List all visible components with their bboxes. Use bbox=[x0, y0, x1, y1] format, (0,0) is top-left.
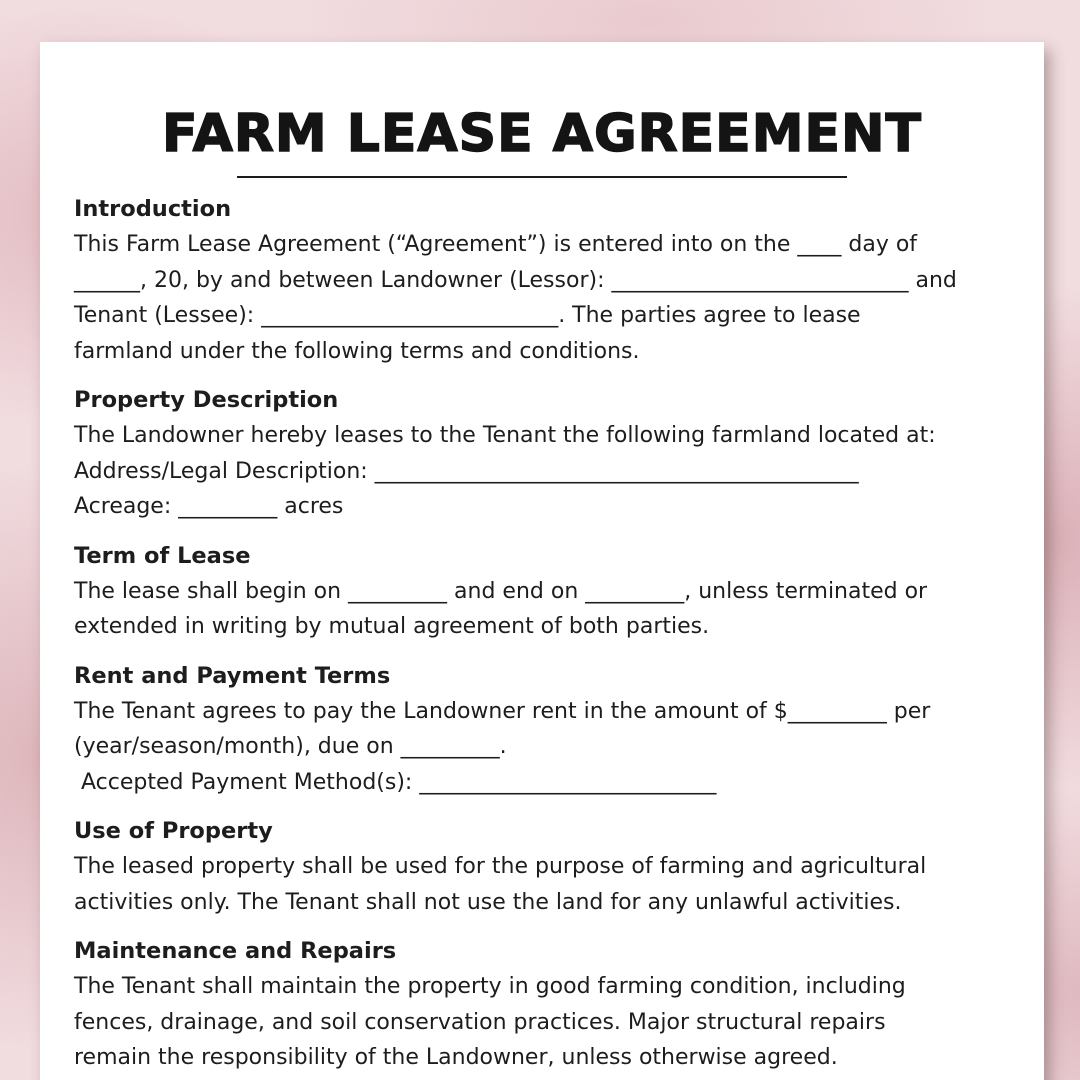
text-line: farmland under the following terms and conditions. bbox=[74, 338, 640, 364]
section-paragraph bbox=[74, 574, 1034, 645]
section-paragraph bbox=[74, 849, 1034, 920]
text-line: extended in writing by mutual agreement of both parties. bbox=[74, 614, 710, 639]
section-use-of-property bbox=[74, 814, 1034, 920]
section-heading: Maintenance and Repairs bbox=[74, 938, 397, 964]
section-maintenance-and-repairs bbox=[74, 934, 1034, 1076]
document-title: FARM LEASE AGREEMENT bbox=[162, 104, 922, 164]
text-line: The Landowner hereby leases to the Tenant the following farmland located at: bbox=[74, 423, 936, 448]
text-line: The Tenant agrees to pay the Landowner rent in the amount of $_________ per bbox=[74, 698, 931, 724]
section-paragraph bbox=[74, 694, 1034, 801]
text-line: fences, drainage, and soil conservation practices. Major structural repairs bbox=[74, 1009, 886, 1035]
section-paragraph bbox=[74, 969, 1034, 1076]
title-underline bbox=[237, 176, 847, 178]
section-property-description bbox=[74, 383, 1034, 525]
section-introduction bbox=[74, 192, 1034, 369]
text-line: ______, 20, by and between Landowner (Lessor): ___________________________ and bbox=[74, 267, 957, 293]
section-heading: Rent and Payment Terms bbox=[74, 662, 391, 689]
section-heading: Property Description bbox=[74, 387, 339, 413]
section-heading: Introduction bbox=[74, 196, 232, 222]
text-line: Accepted Payment Method(s): ___________________________ bbox=[74, 769, 717, 795]
text-line: activities only. The Tenant shall not use the land for any unlawful activities. bbox=[74, 889, 902, 915]
text-line: Tenant (Lessee): ___________________________. The parties agree to lease bbox=[74, 303, 861, 328]
text-line: remain the responsibility of the Landowner, unless otherwise agreed. bbox=[74, 1045, 838, 1070]
text-line: The lease shall begin on _________ and end on _________, unless terminated or bbox=[74, 578, 928, 604]
section-term-of-lease bbox=[74, 539, 1034, 645]
document-body bbox=[74, 192, 1034, 1080]
section-heading: Use of Property bbox=[74, 818, 273, 844]
section-rent-and-payment bbox=[74, 659, 1034, 801]
text-line: The leased property shall be used for the purpose of farming and agricultural bbox=[74, 854, 927, 879]
section-paragraph bbox=[74, 418, 1034, 525]
text-line: Acreage: _________ acres bbox=[74, 494, 344, 519]
text-line: The Tenant shall maintain the property in good farming condition, including bbox=[74, 974, 906, 999]
text-line: This Farm Lease Agreement (“Agreement”) is entered into on the ____ day of bbox=[74, 232, 918, 257]
section-paragraph bbox=[74, 227, 1034, 369]
section-heading: Term of Lease bbox=[74, 542, 251, 569]
document-page bbox=[40, 42, 1044, 1080]
text-line: Address/Legal Description: ____________________________________________ bbox=[74, 458, 859, 484]
text-line: (year/season/month), due on _________. bbox=[74, 734, 507, 759]
